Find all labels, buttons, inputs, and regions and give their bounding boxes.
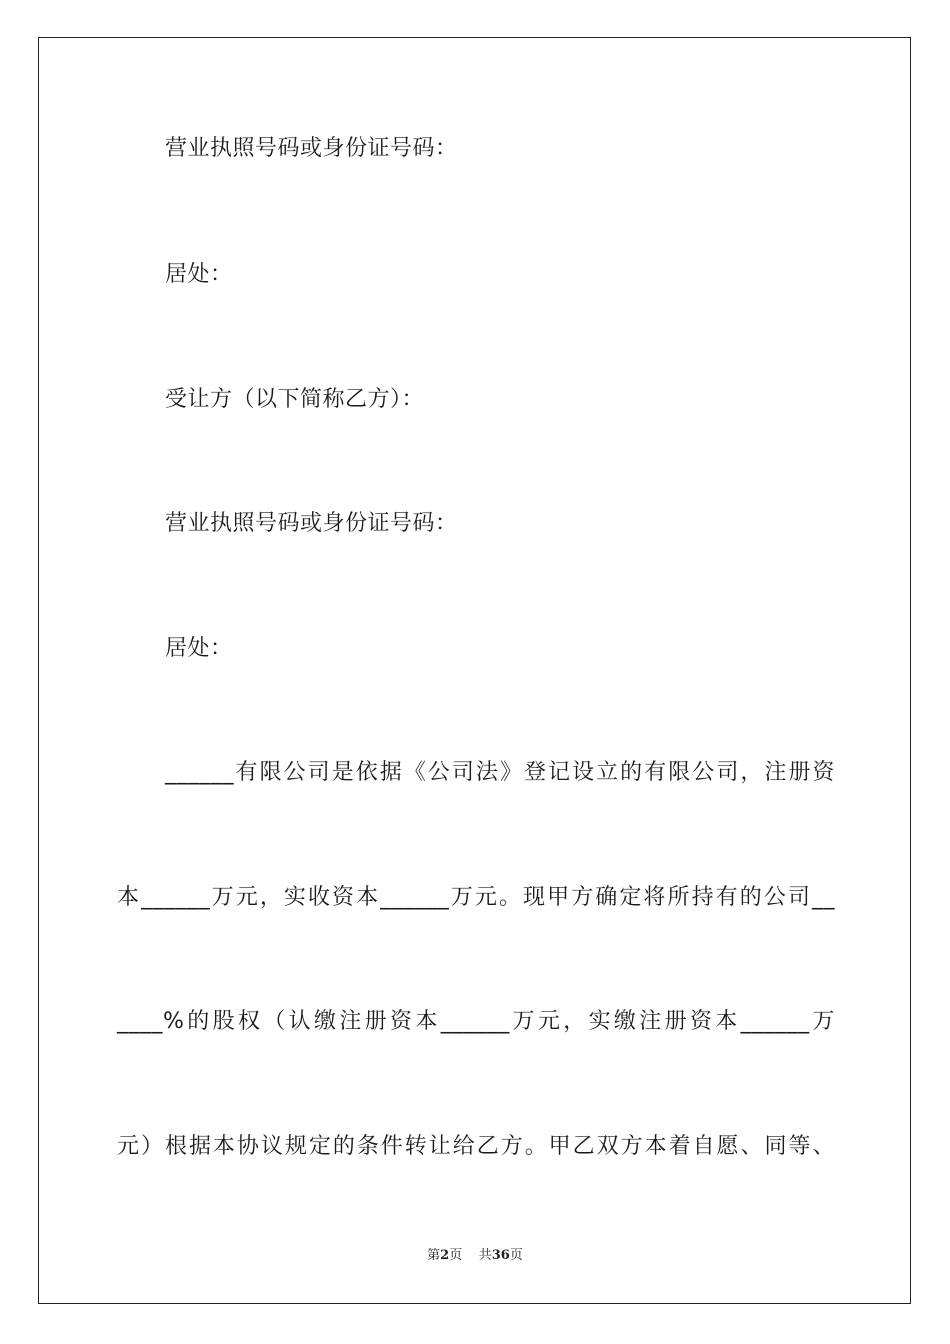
- paragraph-line: 营业执照号码或身份证号码：: [165, 136, 458, 161]
- paragraph-line: ______有限公司是依据《公司法》登记设立的有限公司，注册资: [165, 760, 835, 785]
- footer-page-prefix: 第: [427, 1248, 441, 1263]
- paragraph-line: 元）根据本协议规定的条件转让给乙方。甲乙双方本着自愿、同等、: [117, 1134, 835, 1159]
- footer-page-suffix: 页: [449, 1248, 463, 1263]
- page-border: [38, 37, 911, 1304]
- page-footer: [0, 1247, 950, 1265]
- footer-total-prefix: 共: [478, 1248, 492, 1263]
- paragraph-line: 居处：: [165, 262, 233, 287]
- paragraph-line: 营业执照号码或身份证号码：: [165, 511, 458, 536]
- footer-total-pages: 36: [491, 1248, 510, 1263]
- paragraph-line: ____%的股权（认缴注册资本______万元，实缴注册资本______万: [117, 1009, 835, 1034]
- footer-total-suffix: 页: [509, 1248, 523, 1263]
- footer-page-number: 2: [440, 1248, 450, 1263]
- paragraph-line: 居处：: [165, 636, 233, 661]
- paragraph-line: 受让方（以下简称乙方）：: [165, 387, 425, 412]
- paragraph-line: 本______万元，实收资本______万元。现甲方确定将所持有的公司__: [117, 885, 835, 910]
